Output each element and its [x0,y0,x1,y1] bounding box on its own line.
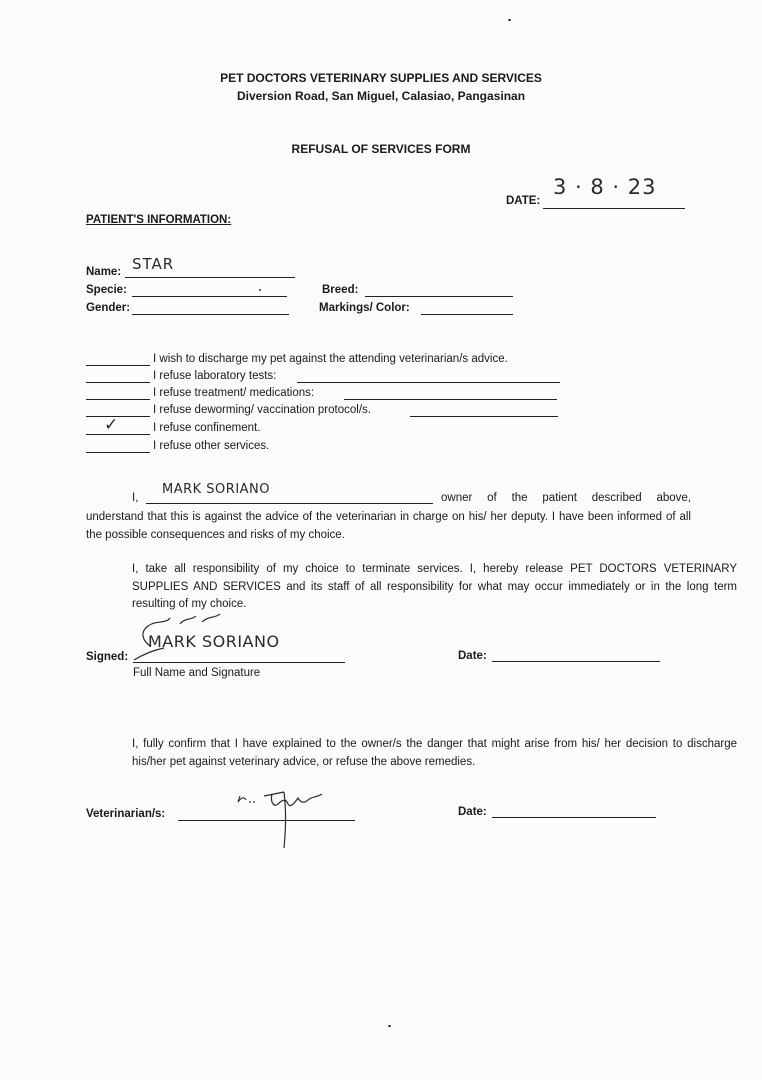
name-line [125,277,295,278]
gender-label: Gender: [86,302,131,314]
option-text: I refuse confinement. [153,422,261,434]
option-blank[interactable] [86,365,150,366]
statement-line1-end: owner of the patient described above, [441,492,691,504]
markings-line[interactable] [421,314,513,315]
vet-label: Veterinarian/s: [86,808,166,820]
signed-value[interactable]: MARK SORIANO [148,632,280,651]
gender-line[interactable] [132,314,289,315]
signed-label: Signed: [86,651,129,663]
statement-body: understand that this is against the advice of the veterinarian in charge on his/ her deputy. I have been informed of all the possible consequences and risks of my choice. [86,511,691,541]
confirm-text: I, fully confirm that I have explained to the owner/s the danger that might arise from his/ her decision to discharge his/her pet against veterinary advice, or refuse the above remedies. [132,738,737,768]
form-title: REFUSAL OF SERVICES FORM [291,142,471,156]
patient-section-title: PATIENT'S INFORMATION: [86,214,232,226]
signed-date-line[interactable] [492,661,660,662]
specie-label: Specie: [86,284,127,296]
name-label: Name: [86,266,122,278]
markings-label: Markings/ Color: [319,302,410,314]
breed-line[interactable] [365,296,513,297]
specie-line[interactable] [132,296,287,297]
owner-name-value[interactable]: MARK SORIANO [162,482,271,497]
vet-date-label: Date: [458,806,487,818]
name-value[interactable]: STAR [132,255,175,273]
option-text: I refuse other services. [153,440,270,452]
option-text: I refuse laboratory tests: [153,370,277,382]
statement-prefix: I, [132,492,139,504]
date-line [543,208,685,209]
option-detail-line[interactable] [344,399,557,400]
scan-speck [259,289,261,291]
date-value[interactable]: 3 · 8 · 23 [553,175,657,199]
option-detail-line[interactable] [410,416,558,417]
breed-label: Breed: [322,284,359,296]
option-blank[interactable] [86,452,150,453]
org-address: Diversion Road, San Miguel, Calasiao, Pangasinan [236,89,526,103]
vet-signature [228,788,338,854]
option-blank[interactable] [86,382,150,383]
option-detail-line[interactable] [297,382,560,383]
owner-signature-scribble [120,610,290,670]
date-label: DATE: [506,195,541,207]
option-text: I refuse deworming/ vaccination protocol/s. [153,404,371,416]
option-blank[interactable] [86,399,150,400]
option-text: I wish to discharge my pet against the attending veterinarian/s advice. [153,353,508,365]
option-text: I refuse treatment/ medications: [153,387,315,399]
scan-speck [388,1025,391,1027]
option-check-mark[interactable]: ✓ [104,415,119,435]
release-text: I, take all responsibility of my choice to terminate services. I, hereby release PET DOCTORS VETERINARY SUPPLIES AND SERVICES and its staff of all responsibility for what may occur immediately or in the long term resulting of my choice. [132,563,737,610]
signature-caption: Full Name and Signature [133,667,261,679]
org-name: PET DOCTORS VETERINARY SUPPLIES AND SERVICES [220,71,542,85]
vet-date-line[interactable] [492,817,656,818]
scan-speck [508,19,511,21]
signed-date-label: Date: [458,650,487,662]
owner-name-line [146,503,433,504]
